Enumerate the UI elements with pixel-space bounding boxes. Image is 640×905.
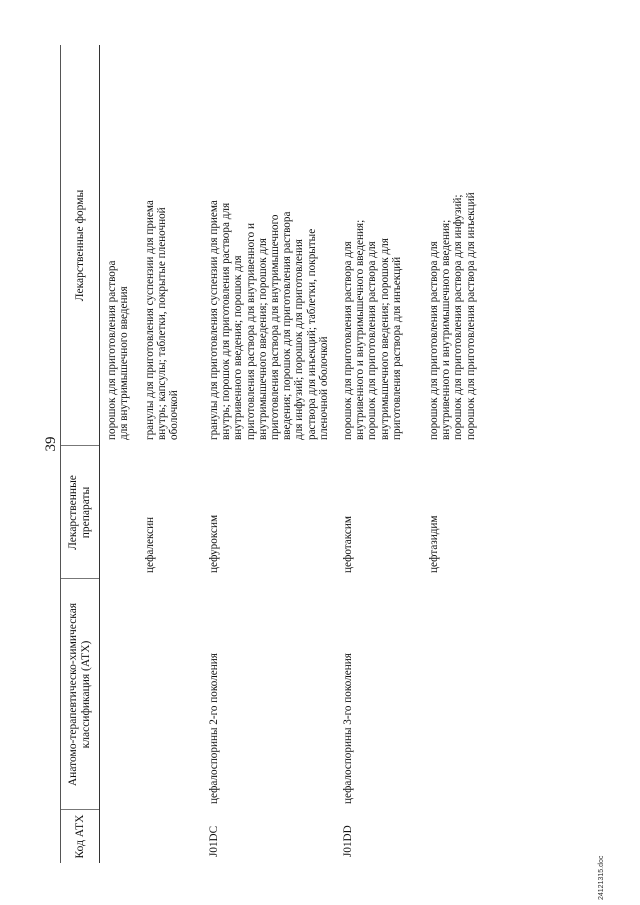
table-row xyxy=(342,45,428,863)
footer-filename: 24121315.doc xyxy=(598,855,605,900)
column-divider xyxy=(61,809,99,810)
table-row xyxy=(100,45,144,863)
cell-drug: цефтазидим xyxy=(428,515,440,573)
cell-forms: гранулы для приготовления суспензии для приема внутрь; капсулы; таблетки, покрытые пленочной оболочкой xyxy=(144,200,181,440)
cell-classification: цефалоспорины 3-го поколения xyxy=(342,653,354,804)
header-classification: Анатомо-терапевтическо-химическая классификация (АТХ) xyxy=(67,602,92,787)
cell-code: J01DD xyxy=(342,825,354,857)
table-row xyxy=(208,45,342,863)
table-row xyxy=(428,45,504,863)
header-code: Код АТХ xyxy=(73,814,86,859)
header-drugs: Лекарственные препараты xyxy=(67,475,92,550)
cell-drug: цефуроксим xyxy=(208,514,220,573)
cell-forms: гранулы для приготовления суспензии для приема внутрь; порошок для приготовления раствора для внутривенного введения; порошок для приготовления раствора для внутривенного и внутримышечного введения; порошок для приготовления раствора для внутримышечного введения; порошок для приготовления раствора для инфузий; порошок для приготовления раствора для инъекций; таблетки, покрытые пленочной оболочкой xyxy=(208,200,330,440)
cell-forms: порошок для приготовления раствора для внутримышечного введения xyxy=(106,260,131,440)
page-number: 39 xyxy=(43,436,59,452)
table-header xyxy=(61,45,100,863)
column-divider xyxy=(61,578,99,579)
cell-drug: цефотаксим xyxy=(342,516,354,573)
column-divider xyxy=(61,445,99,446)
atc-table xyxy=(60,45,504,863)
table-row xyxy=(144,45,208,863)
header-forms: Лекарственные формы xyxy=(73,189,86,302)
cell-forms: порошок для приготовления раствора для внутривенного и внутримышечного введения; порошок для приготовления раствора для инфузий; порошок для приготовления раствора для инъекций xyxy=(428,192,477,440)
cell-classification: цефалоспорины 2-го поколения xyxy=(208,653,220,804)
cell-code: J01DC xyxy=(208,825,220,857)
cell-forms: порошок для приготовления раствора для внутривенного и внутримышечного введения; порошок для приготовления раствора для внутримышечного введения; порошок для приготовления раствора для инъекций xyxy=(342,219,403,440)
cell-drug: цефалексин xyxy=(144,516,156,573)
